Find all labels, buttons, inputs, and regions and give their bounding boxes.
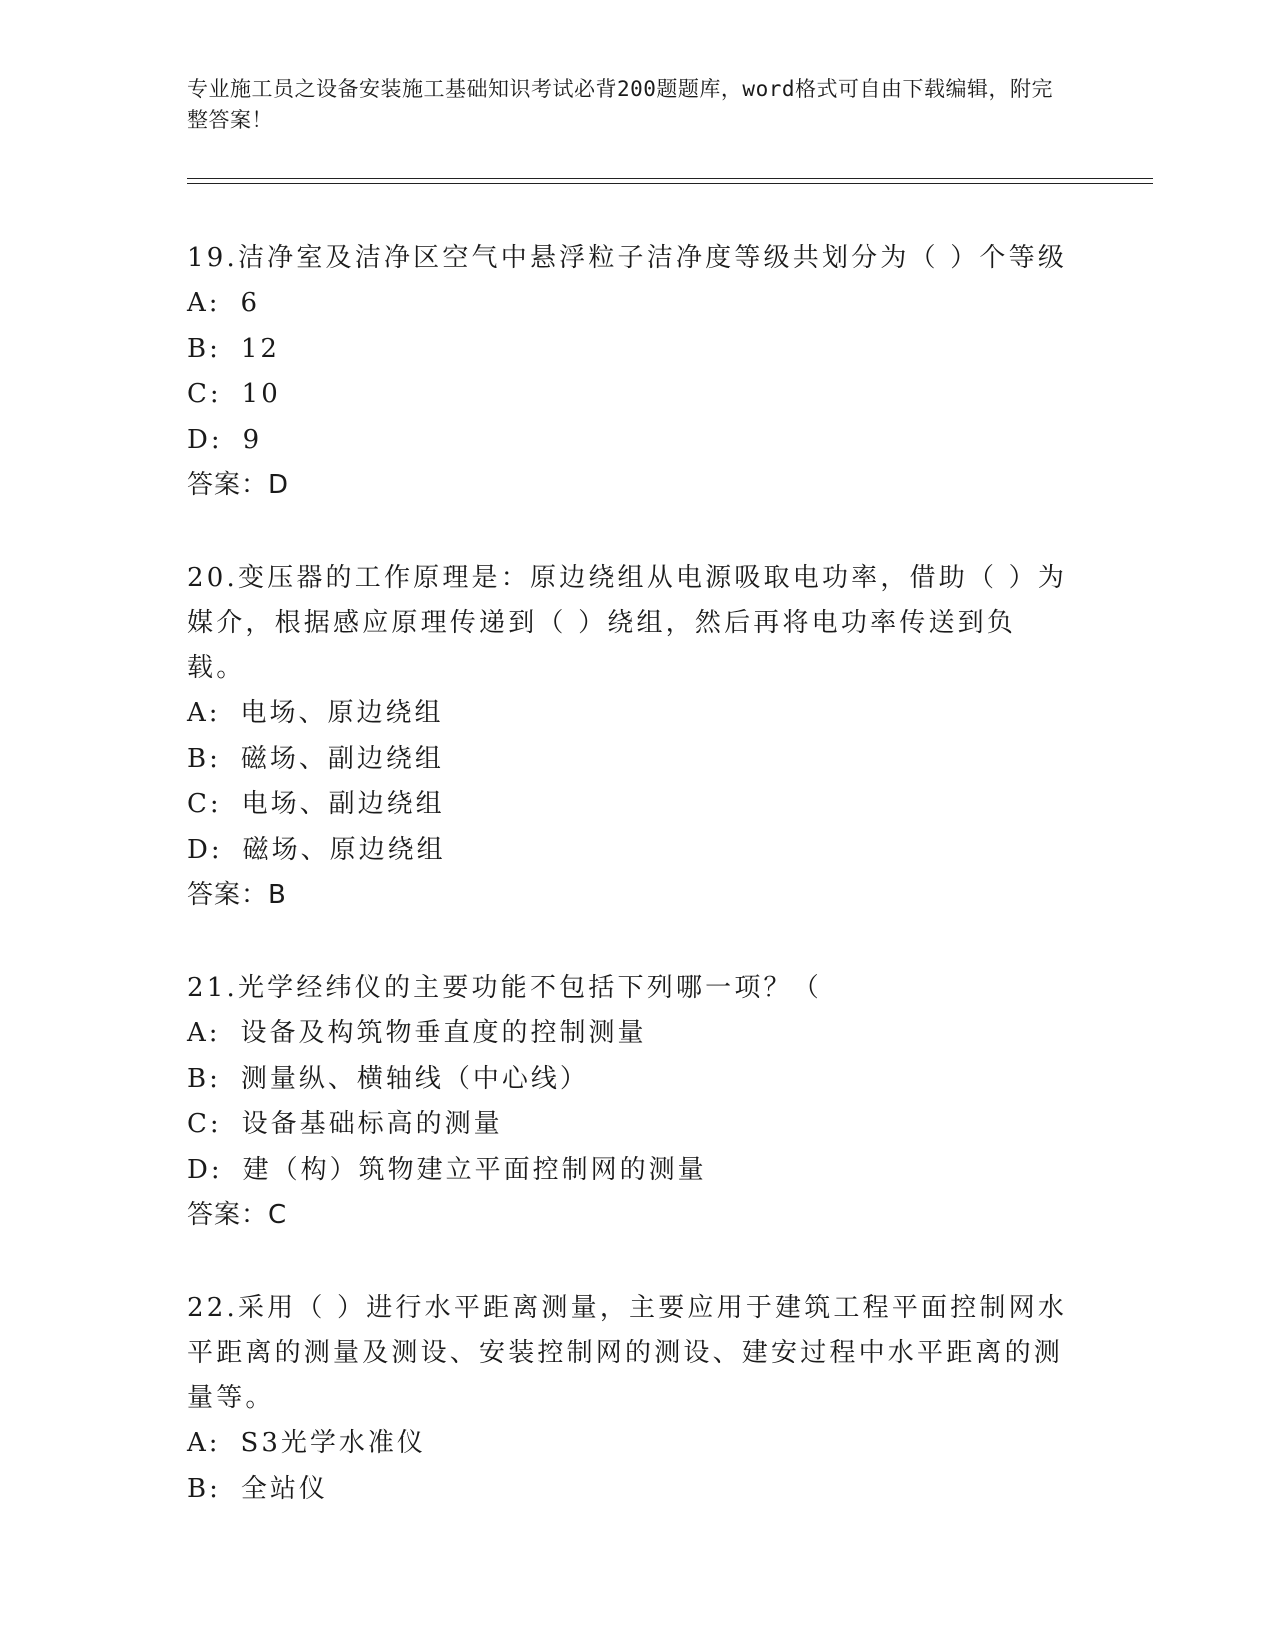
option-text: 磁场、副边绕组 — [240, 743, 444, 774]
option-letter: A: — [187, 1428, 221, 1458]
question-text: 22.采用（ ）进行水平距离测量，主要应用于建筑工程平面控制网水平距离的测量及测设、安装控制网的测设、建安过程中水平距离的测量等。 — [187, 1293, 1068, 1413]
option-text: 测量纵、横轴线（中心线） — [240, 1063, 589, 1094]
option-letter: B: — [187, 333, 221, 364]
option-d — [187, 418, 1067, 464]
question-list — [187, 236, 1067, 1560]
option-letter: A: — [187, 288, 221, 318]
option-b — [187, 327, 1067, 373]
question-text: 20.变压器的工作原理是：原边绕组从电源吸取电功率，借助（ ）为媒介，根据感应原理传递到（ ）绕组，然后再将电功率传送到负载。 — [187, 563, 1068, 683]
option-letter: C: — [187, 379, 222, 409]
option-text: 电场、原边绕组 — [240, 698, 444, 728]
option-a — [187, 281, 1067, 327]
option-c — [187, 1102, 1067, 1148]
option-text: 磁场、原边绕组 — [242, 834, 446, 865]
question-text: 19.洁净室及洁净区空气中悬浮粒子洁净度等级共划分为（ ）个等级 — [187, 243, 1068, 273]
option-letter: B: — [187, 1473, 221, 1504]
option-letter: B: — [187, 1063, 221, 1094]
option-text: 电场、副边绕组 — [241, 789, 445, 819]
option-letter: D: — [187, 424, 223, 455]
document-header — [187, 74, 1067, 136]
document-title: 专业施工员之设备安装施工基础知识考试必背200题题库，word格式可自由下载编辑，附完整答案！ — [187, 77, 1053, 132]
option-a — [187, 1421, 1067, 1467]
option-text: 建（构）筑物建立平面控制网的测量 — [242, 1154, 707, 1185]
option-text: 6 — [240, 288, 261, 318]
answer-line: 答案：C — [187, 1200, 288, 1230]
option-letter: A: — [187, 1018, 221, 1048]
option-text: 10 — [241, 379, 281, 409]
option-b — [187, 1057, 1067, 1103]
option-a — [187, 691, 1067, 737]
option-letter: B: — [187, 743, 221, 774]
answer-line: 答案：B — [187, 880, 287, 910]
option-letter: A: — [187, 698, 221, 728]
option-d — [187, 828, 1067, 874]
option-letter: D: — [187, 834, 223, 865]
question-22 — [187, 1286, 1067, 1512]
option-a — [187, 1011, 1067, 1057]
option-c — [187, 372, 1067, 418]
option-text: 设备及构筑物垂直度的控制测量 — [240, 1018, 647, 1048]
question-19 — [187, 236, 1067, 508]
header-divider-top — [187, 178, 1153, 179]
option-text: 9 — [242, 424, 263, 455]
option-letter: C: — [187, 789, 222, 819]
option-b — [187, 1467, 1067, 1513]
option-text: 设备基础标高的测量 — [241, 1109, 503, 1139]
option-text: 全站仪 — [240, 1473, 328, 1504]
option-letter: C: — [187, 1109, 222, 1139]
option-c — [187, 782, 1067, 828]
answer-line: 答案：D — [187, 470, 290, 500]
question-text: 21.光学经纬仪的主要功能不包括下列哪一项？（ — [187, 973, 822, 1003]
option-b — [187, 737, 1067, 783]
option-letter: D: — [187, 1154, 223, 1185]
option-text: S3光学水准仪 — [240, 1428, 426, 1458]
question-20 — [187, 556, 1067, 918]
option-text: 12 — [240, 333, 280, 364]
option-d — [187, 1148, 1067, 1194]
question-21 — [187, 966, 1067, 1238]
header-divider-bottom — [187, 183, 1153, 184]
